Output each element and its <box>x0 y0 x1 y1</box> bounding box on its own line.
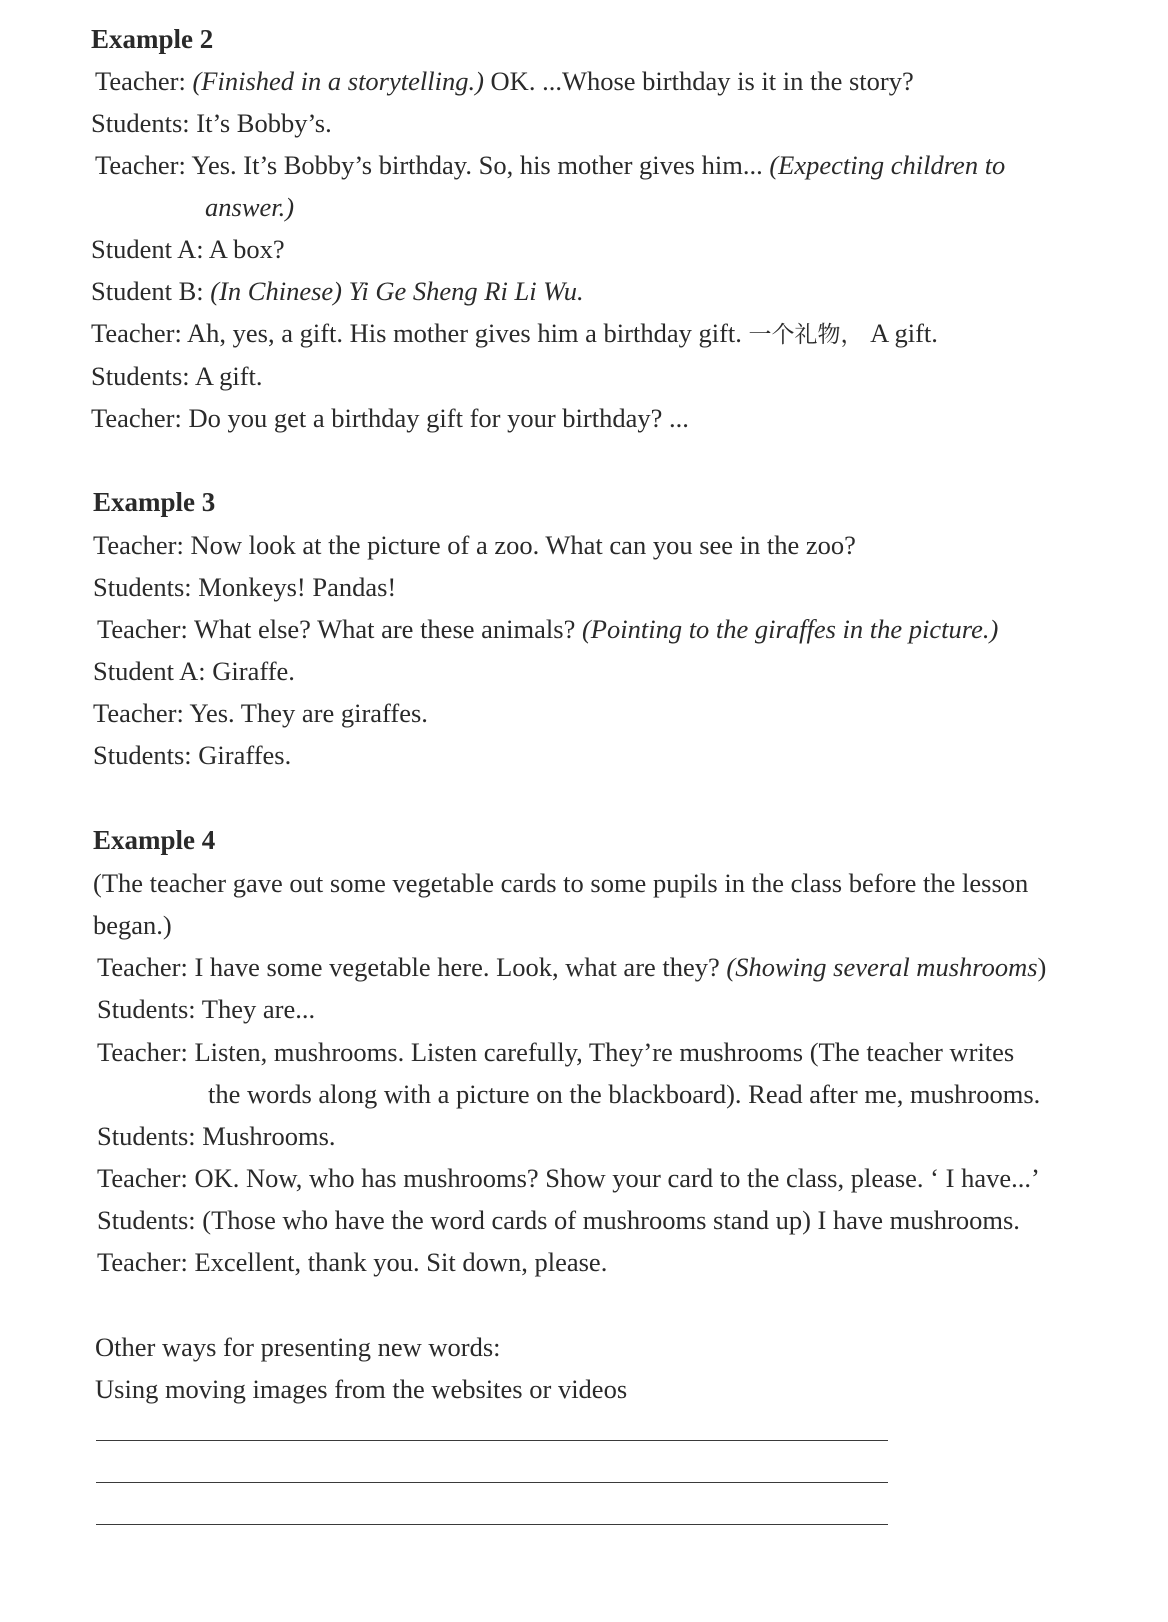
answer-blank-line-3[interactable] <box>96 1524 888 1525</box>
other-ways-item-1: Using moving images from the websites or videos <box>95 1374 628 1404</box>
example-2-line-2: Students: It’s Bobby’s. <box>91 108 332 138</box>
example-3-line-2: Students: Monkeys! Pandas! <box>93 572 397 602</box>
example-2-line-6: Teacher: Ah, yes, a gift. His mother gives him a birthday gift. 一个礼物， A gift. <box>91 318 938 348</box>
example-4-intro-line-1: (The teacher gave out some vegetable cards to some pupils in the class before the lesson <box>93 868 1029 898</box>
example-2-line-1: Teacher: (Finished in a storytelling.) OK. ...Whose birthday is it in the story? <box>95 66 914 96</box>
example-4-intro-line-2: began.) <box>93 910 172 940</box>
example-4-line-5: Teacher: OK. Now, who has mushrooms? Show your card to the class, please. ‘ I have...’ <box>97 1163 1040 1193</box>
example-2-line-7: Students: A gift. <box>91 361 263 391</box>
example-2-line-8: Teacher: Do you get a birthday gift for your birthday? ... <box>91 403 689 433</box>
example-3-line-3: Teacher: What else? What are these animals? (Pointing to the giraffes in the picture.) <box>97 614 999 644</box>
example-3-line-4: Student A: Giraffe. <box>93 656 295 686</box>
example-2-line-3-cont: answer.) <box>205 192 295 222</box>
example-4-line-3: Teacher: Listen, mushrooms. Listen carefully, They’re mushrooms (The teacher writes <box>97 1037 1015 1067</box>
answer-blank-line-2[interactable] <box>96 1482 888 1483</box>
other-ways-label: Other ways for presenting new words: <box>95 1332 501 1362</box>
example-3-heading: Example 3 <box>93 487 216 517</box>
example-3-line-1: Teacher: Now look at the picture of a zoo. What can you see in the zoo? <box>93 530 856 560</box>
example-4-line-6: Students: (Those who have the word cards of mushrooms stand up) I have mushrooms. <box>97 1205 1020 1235</box>
example-4-line-2: Students: They are... <box>97 994 316 1024</box>
answer-blank-line-1[interactable] <box>96 1440 888 1441</box>
example-3-line-5: Teacher: Yes. They are giraffes. <box>93 698 428 728</box>
example-2-line-5: Student B: (In Chinese) Yi Ge Sheng Ri Li Wu. <box>91 276 584 306</box>
example-4-line-1: Teacher: I have some vegetable here. Look, what are they? (Showing several mushrooms) <box>97 952 1047 982</box>
example-4-line-3-cont: the words along with a picture on the blackboard). Read after me, mushrooms. <box>208 1079 1041 1109</box>
example-3-line-6: Students: Giraffes. <box>93 740 292 770</box>
example-2-line-4: Student A: A box? <box>91 234 285 264</box>
example-4-heading: Example 4 <box>93 825 216 855</box>
example-2-line-3: Teacher: Yes. It’s Bobby’s birthday. So, his mother gives him... (Expecting children to <box>95 150 1006 180</box>
example-2-heading: Example 2 <box>91 24 214 54</box>
example-4-line-7: Teacher: Excellent, thank you. Sit down, please. <box>97 1247 608 1277</box>
example-4-line-4: Students: Mushrooms. <box>97 1121 336 1151</box>
